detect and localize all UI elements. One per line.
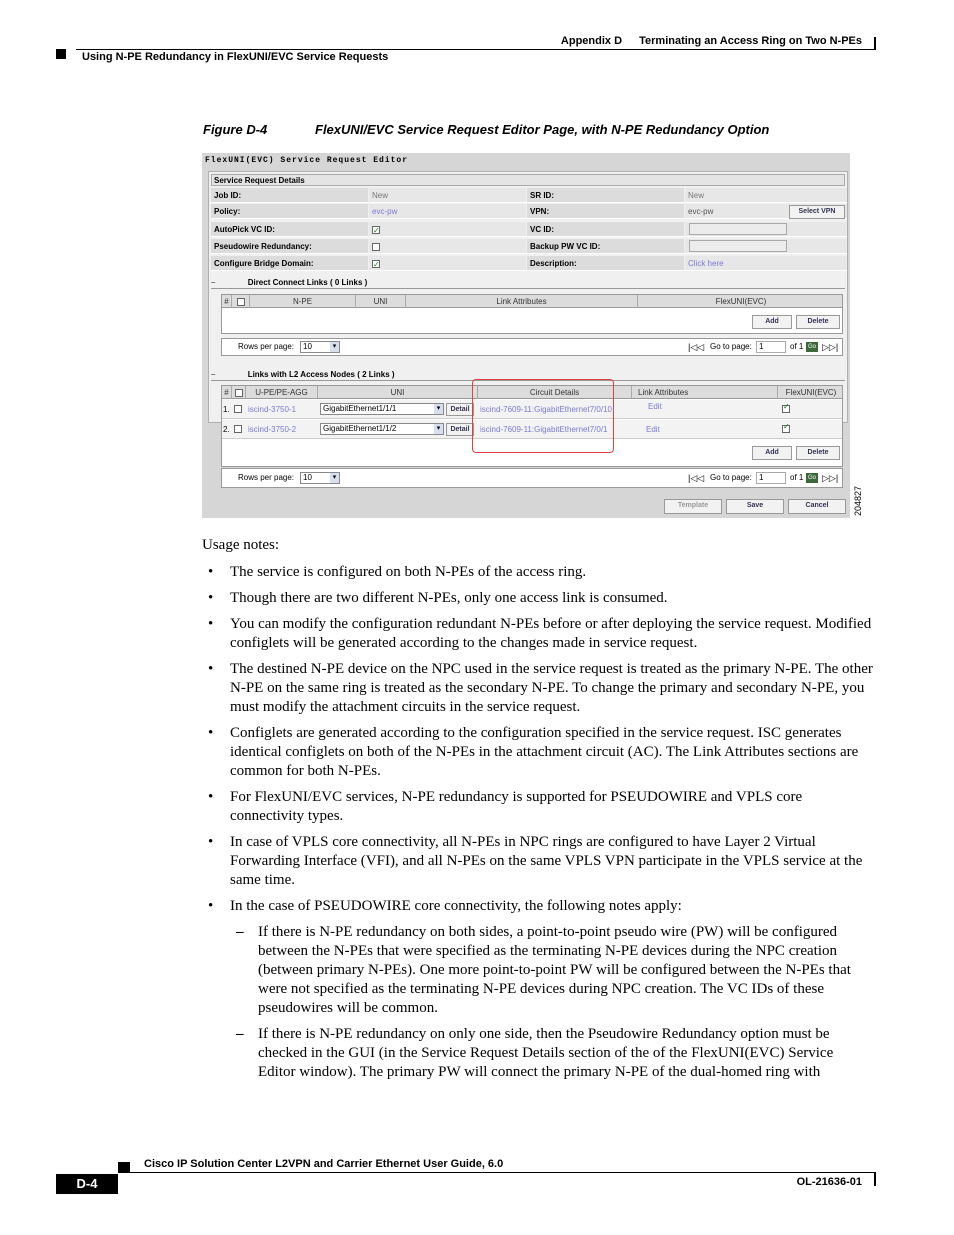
vc-id-label: VC ID: <box>527 222 684 237</box>
pw-redundancy-cell <box>369 239 526 254</box>
list-item: • The destined N-PE device on the NPC used in the service request is treated as the primary N-PE. The other N-PE on the same ring is treated as the secondary N-PE. To change the primary and secondary N-PE, you must modify the attachment circuits in the service request. <box>202 660 874 717</box>
direct-add-button[interactable]: Add <box>752 315 792 329</box>
sub-list-item: – If there is N-PE redundancy on both sides, a point-to-point pseudo wire (PW) will be configured between the N-PEs that were specified as the terminating N-PE devices during the NPC creation (between primary N-PEs). One more point-to-point PW will be configured between the N-PEs that were not specified as the terminating N-PE devices during NPC creation. The VC IDs of these pseudowires will be common. <box>202 923 874 1018</box>
details-row-policy <box>211 204 845 220</box>
rows-per-page-select[interactable]: 10 ▾ <box>300 341 340 353</box>
autopick-label: AutoPick VC ID: <box>211 222 368 237</box>
of-label: of 1 <box>790 342 804 351</box>
row-checkbox[interactable] <box>234 405 242 413</box>
l2-add-button[interactable]: Add <box>752 446 792 460</box>
device-link[interactable]: iscind-3750-1 <box>248 405 297 414</box>
vc-id-input[interactable] <box>689 223 787 235</box>
direct-links-table <box>221 294 843 334</box>
direct-links-header <box>222 295 842 308</box>
uni-select[interactable]: GigabitEthernet1/1/1 ▾ <box>320 403 444 415</box>
sr-id-value: New <box>685 188 847 203</box>
last-page-icon[interactable]: ▷▷| <box>822 342 839 352</box>
l2-links-count: ( 2 Links ) <box>357 370 395 379</box>
list-item: • For FlexUNI/EVC services, N-PE redundancy is supported for PSEUDOWIRE and VPLS core connectivity types. <box>202 788 874 826</box>
detail-button[interactable]: Detail <box>446 403 474 416</box>
col-uni: UNI <box>356 295 406 308</box>
details-row-job <box>211 188 845 204</box>
rows-per-page-label: Rows per page: <box>238 473 295 482</box>
policy-link[interactable]: evc-pw <box>369 204 526 219</box>
col-link-attributes: Link Attributes <box>406 295 638 308</box>
of-label: of 1 <box>790 473 804 482</box>
edit-link[interactable]: Edit <box>648 402 662 411</box>
row-number: 1. <box>223 405 230 414</box>
list-item: • In case of VPLS core connectivity, all N-PEs in NPC rings are configured to have Layer 2 Virtual Forwarding Interface (VFI), and all N-PEs on the same VPLS VPN participate in the VPLS service at the same time. <box>202 833 874 890</box>
editor-screenshot <box>202 153 850 518</box>
highlight-box <box>472 379 614 453</box>
bridge-domain-label: Configure Bridge Domain: <box>211 256 368 271</box>
col-circuit: Circuit Details <box>478 386 632 399</box>
row-checkbox[interactable] <box>234 425 242 433</box>
job-id-label: Job ID: <box>211 188 368 203</box>
vpn-value: evc-pw <box>685 204 847 219</box>
sub-list-item: – If there is N-PE redundancy on only one side, then the Pseudowire Redundancy option must be checked in the GUI (in the Service Request Details section of the of the FlexUNI(EVC) Service Editor window). The primary PW will connect the primary N-PE of the dual-homed ring with <box>202 1025 874 1082</box>
list-item: • You can modify the configuration redundant N-PEs before or after deploying the service request. Modified configlets will be generated according to the changes made in service request. <box>202 615 874 653</box>
header-square <box>56 49 66 59</box>
footer-rule <box>118 1172 876 1173</box>
col-flexuni: FlexUNI(EVC) <box>715 297 767 306</box>
col-flexuni: FlexUNI(EVC) <box>785 388 837 397</box>
details-heading: Service Request Details <box>211 174 845 186</box>
description-link[interactable]: Click here <box>685 256 847 271</box>
figure-id: 204827 <box>853 485 863 516</box>
edit-link[interactable]: Edit <box>646 425 660 434</box>
page-number: D-4 <box>56 1174 118 1194</box>
go-button[interactable]: Go <box>807 475 816 481</box>
pw-redundancy-label: Pseudowire Redundancy: <box>211 239 368 254</box>
first-page-icon[interactable]: |◁◁ <box>688 342 705 352</box>
col-select <box>232 386 246 399</box>
sr-id-label: SR ID: <box>527 188 684 203</box>
go-button[interactable]: Go <box>807 344 816 350</box>
template-button[interactable]: Template <box>664 499 722 514</box>
list-item: • In the case of PSEUDOWIRE core connectivity, the following notes apply: <box>202 897 874 916</box>
col-num: # <box>222 386 232 399</box>
details-row-pw <box>211 239 845 255</box>
list-item: • Configlets are generated according to the configuration specified in the service request. ISC generates identical configlets on both of the N-PEs in the attachment circuit (AC). The Link Attributes sections are common for both N-PEs. <box>202 724 874 781</box>
list-item: • Though there are two different N-PEs, only one access link is consumed. <box>202 589 874 608</box>
bridge-domain-cell <box>369 256 526 271</box>
select-vpn-button[interactable]: Select VPN <box>789 205 845 219</box>
details-row-autopick <box>211 222 845 238</box>
editor-title: FlexUNI(EVC) Service Request Editor <box>205 156 409 165</box>
flexuni-checkbox[interactable] <box>782 425 790 433</box>
running-header-right <box>547 35 862 47</box>
last-page-icon[interactable]: ▷▷| <box>822 473 839 483</box>
l2-links-title: Links with L2 Access Nodes <box>247 370 355 379</box>
device-link[interactable]: iscind-3750-2 <box>248 425 297 434</box>
col-upe: U-PE/PE-AGG <box>246 386 318 399</box>
goto-label: Go to page: <box>710 342 752 351</box>
vpn-label: VPN: <box>527 204 684 219</box>
cancel-button[interactable]: Cancel <box>788 499 846 514</box>
usage-notes <box>202 536 874 1089</box>
details-row-bridge <box>211 256 845 272</box>
direct-links-heading <box>211 276 845 289</box>
save-button[interactable]: Save <box>726 499 784 514</box>
detail-button[interactable]: Detail <box>446 423 474 436</box>
select-all-checkbox[interactable] <box>235 389 243 397</box>
backup-pw-label: Backup PW VC ID: <box>527 239 684 254</box>
job-id-value: New <box>369 188 526 203</box>
policy-label: Policy: <box>211 204 368 219</box>
figure-title: FlexUNI/EVC Service Request Editor Page, with N-PE Redundancy Option <box>315 122 770 137</box>
rows-per-page-label: Rows per page: <box>238 342 295 351</box>
usage-heading: Usage notes: <box>202 537 280 553</box>
collapse-icon[interactable]: – <box>211 278 216 287</box>
circuit-link[interactable]: iscind-7609-11:GigabitEthernet7/0/1 <box>480 425 608 434</box>
list-item: • The service is configured on both N-PEs of the access ring. <box>202 563 874 582</box>
autopick-cell <box>369 222 526 237</box>
bridge-domain-checkbox[interactable] <box>372 260 380 268</box>
collapse-icon[interactable]: – <box>211 370 216 379</box>
section-title: Using N-PE Redundancy in FlexUNI/EVC Service Requests <box>82 51 389 63</box>
select-all-checkbox[interactable] <box>237 298 245 306</box>
circuit-link[interactable]: iscind-7609-11:GigabitEthernet7/0/10 <box>480 405 612 414</box>
col-link-attributes: Link Attributes <box>632 386 778 399</box>
description-label: Description: <box>527 256 684 271</box>
figure-caption <box>203 122 769 137</box>
footer-tick <box>874 1172 876 1186</box>
uni-select[interactable]: GigabitEthernet1/1/2 ▾ <box>320 423 444 435</box>
goto-input[interactable]: 1 <box>756 341 786 353</box>
col-select <box>232 295 250 308</box>
direct-links-count: ( 0 Links ) <box>329 278 368 287</box>
flexuni-checkbox[interactable] <box>782 405 790 413</box>
l2-delete-button[interactable]: Delete <box>796 446 840 460</box>
header-rule <box>76 49 876 50</box>
first-page-icon[interactable]: |◁◁ <box>688 473 705 483</box>
l2-pager <box>221 468 843 488</box>
direct-pager <box>221 338 843 356</box>
row-number: 2. <box>223 425 230 434</box>
col-npe: N-PE <box>250 295 356 308</box>
guide-title: Cisco IP Solution Center L2VPN and Carrier Ethernet User Guide, 6.0 <box>144 1158 504 1170</box>
figure-number: Figure D-4 <box>203 122 268 137</box>
direct-delete-button[interactable]: Delete <box>796 315 840 329</box>
col-num: # <box>222 295 232 308</box>
goto-label: Go to page: <box>710 473 752 482</box>
col-uni: UNI <box>318 386 478 399</box>
document-number: OL-21636-01 <box>796 1176 862 1188</box>
service-request-details <box>208 171 848 483</box>
rows-per-page-select[interactable]: 10 ▾ <box>300 472 340 484</box>
backup-pw-input[interactable] <box>689 240 787 252</box>
chapter-title: Terminating an Access Ring on Two N-PEs <box>639 35 862 47</box>
pw-redundancy-checkbox[interactable] <box>372 243 380 251</box>
goto-input[interactable]: 1 <box>756 472 786 484</box>
appendix-label: Appendix D <box>560 35 623 47</box>
autopick-checkbox[interactable] <box>372 226 380 234</box>
direct-links-title: Direct Connect Links <box>247 278 328 287</box>
